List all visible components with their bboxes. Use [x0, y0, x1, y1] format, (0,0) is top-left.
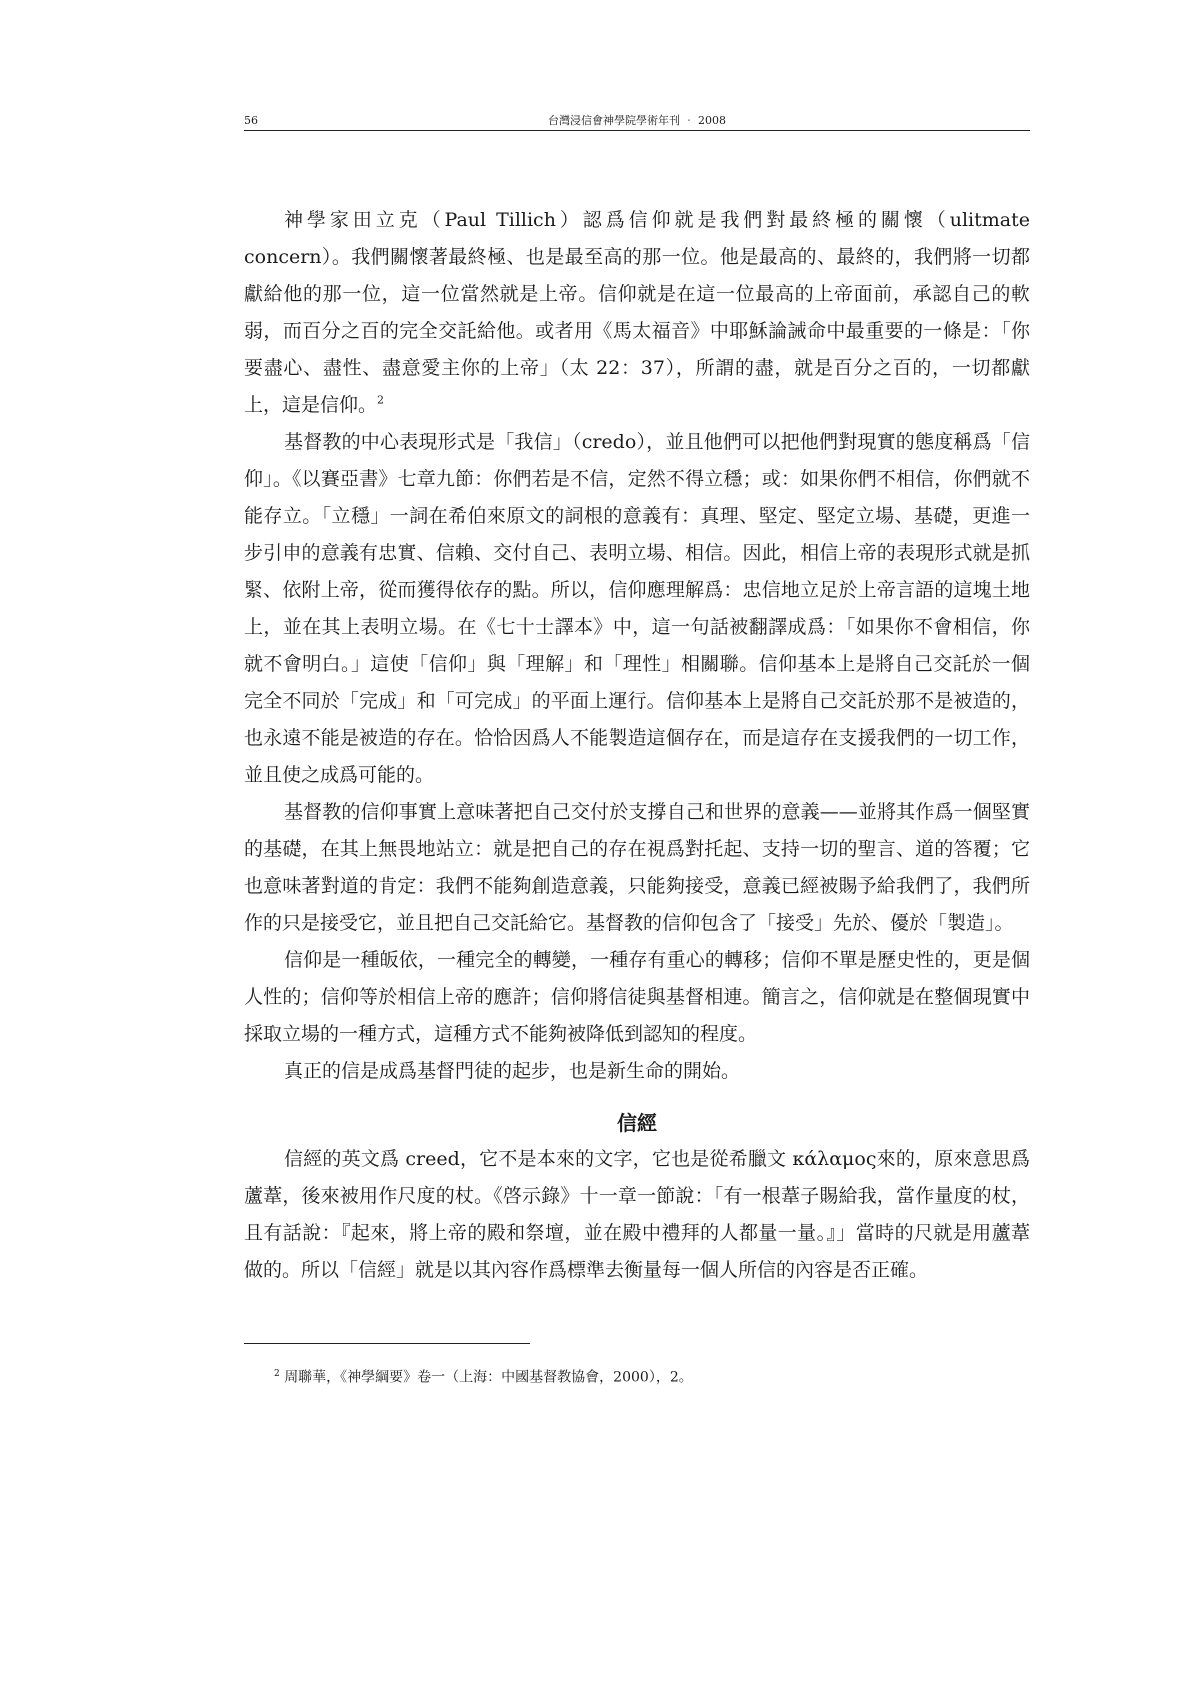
body-paragraph: 基督教的信仰事實上意味著把自己交付於支撐自己和世界的意義——並將其作爲一個堅實的基礎，在其上無畏地站立：就是把自己的存在視爲對托起、支持一切的聖言、道的答覆；它也意味著對道的肯定：我們不能夠創造意義，只能夠接受，意義已經被賜予給我們了，我們所作的只是接受它，並且把自己交託給它。基督教的信仰包含了「接受」先於、優於「製造」。	[244, 801, 1030, 934]
body-paragraph: 信經的英文爲 creed，它不是本來的文字，它也是從希臘文 κάλαμος來的，原來意思爲蘆葦，後來被用作尺度的杖。《啓示錄》十一章一節說：「有一根葦子賜給我，當作量度的杖，且有話說：『起來，將上帝的殿和祭壇，並在殿中禮拜的人都量一量。』」當時的尺就是用蘆葦做的。所以「信經」就是以其內容作爲標準去衡量每一個人所信的內容是否正確。	[244, 1148, 1030, 1281]
body-paragraph: 真正的信是成爲基督門徒的起步，也是新生命的開始。	[284, 1060, 741, 1082]
footnote-text: 周聯華，《神學綱要》卷一（上海：中國基督教協會，2000），2。	[284, 1369, 693, 1386]
page-number: 56	[244, 114, 258, 127]
footnote-marker: 2	[274, 1369, 280, 1379]
page-header	[244, 112, 1030, 130]
body-paragraph	[244, 202, 1030, 424]
body-paragraph: 信仰是一種皈依，一種完全的轉變，一種存有重心的轉移；信仰不單是歷史性的，更是個人性的；信仰等於相信上帝的應許；信仰將信徒與基督相連。簡言之，信仰就是在整個現實中採取立場的一種方式，這種方式不能夠被降低到認知的程度。	[244, 949, 1030, 1045]
footnote-reference[interactable]: 2	[377, 393, 385, 407]
running-title: 台灣浸信會神學院學術年刊 ‧ 2008	[548, 114, 726, 127]
main-content	[244, 202, 1030, 1289]
paragraph-text: 神學家田立克（Paul Tillich）認爲信仰就是我們對最終極的關懷（ulitmate concern）。我們關懷著最終極、也是最至高的那一位。他是最高的、最終的，我們將一切都獻給他的那一位，這一位當然就是上帝。信仰就是在這一位最高的上帝面前，承認自己的軟弱，而百分之百的完全交託給他。或者用《馬太福音》中耶穌論誡命中最重要的一條是：「你要盡心、盡性、盡意愛主你的上帝」（太 22：37），所謂的盡，就是百分之百的，一切都獻上，這是信仰。	[244, 209, 1030, 416]
body-paragraph: 基督教的中心表現形式是「我信」（credo），並且他們可以把他們對現實的態度稱爲「信仰」。《以賽亞書》七章九節：你們若是不信，定然不得立穩；或：如果你們不相信，你們就不能存立。「立穩」一詞在希伯來原文的詞根的意義有：真理、堅定、堅定立場、基礎，更進一步引申的意義有忠實、信賴、交付自己、表明立場、相信。因此，相信上帝的表現形式就是抓緊、依附上帝，從而獲得依存的點。所以，信仰應理解爲：忠信地立足於上帝言語的這塊土地上，並在其上表明立場。在《七十士譯本》中，這一句話被翻譯成爲：「如果你不會相信，你就不會明白。」這使「信仰」與「理解」和「理性」相關聯。信仰基本上是將自己交託於一個完全不同於「完成」和「可完成」的平面上運行。信仰基本上是將自己交託於那不是被造的，也永遠不能是被造的存在。恰恰因爲人不能製造這個存在，而是這存在支援我們的一切工作，並且使之成爲可能的。	[244, 431, 1030, 786]
footnote-rule	[244, 1343, 530, 1344]
header-rule	[244, 130, 1030, 131]
section-heading: 信經	[617, 1111, 657, 1135]
footnote	[274, 1364, 1014, 1388]
